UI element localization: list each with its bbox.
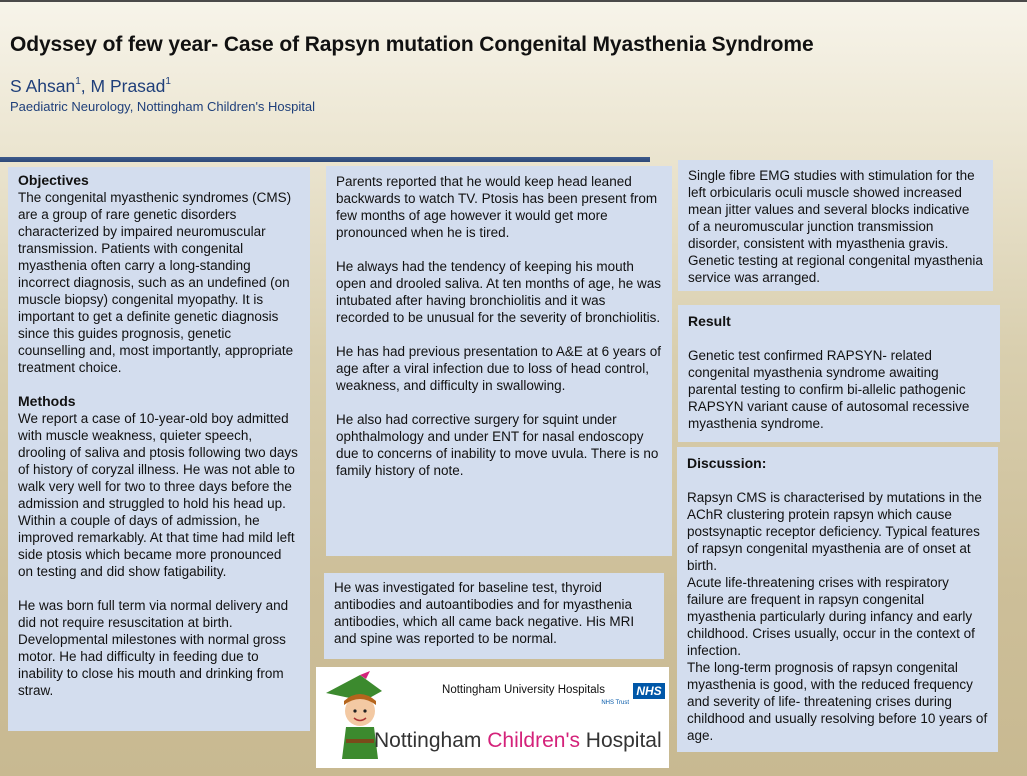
investigations-panel xyxy=(324,573,664,659)
wordmark-highlight: Children's xyxy=(487,729,580,752)
objectives-text: The congenital myasthenic syndromes (CMS) are a group of rare genetic disorders characterized by impaired neuromuscular transmission. Patients with congenital myasthenia often carry a long-standing incorrect diagnosis, such as an undefined (on muscle biopsy) congenital myopathy. It is important to get a definite genetic diagnosis since this guides prognosis, genetic counselling and, most importantly, appropriate treatment choice. xyxy=(18,190,294,375)
methods-paragraph: He was born full term via normal delivery and did not require resuscitation at birth. Developmental milestones with normal gross motor. He had difficulty in feeding due to inability to close his mouth and drinking from straw. xyxy=(18,598,289,698)
wordmark-suffix: Hospital xyxy=(579,729,662,752)
investigations-text: He was investigated for baseline test, thyroid antibodies and autoantibodies and for myasthenia antibodies, which all came back negative. His MRI and spine was reported to be normal. xyxy=(334,580,635,646)
author-name: M Prasad xyxy=(90,76,166,96)
discussion-paragraph: Acute life-threatening crises with respiratory failure are frequent in rapsyn congenital myasthenia particularly during infancy and early childhood. Crises usually, occur in the context of infection. xyxy=(687,575,975,658)
emg-panel xyxy=(678,160,993,291)
history-paragraph: He also had corrective surgery for squint under ophthalmology and under ENT for nasal endoscopy due to concerns of inability to move uvula. There is no family history of note. xyxy=(336,412,659,478)
result-panel xyxy=(678,305,1000,442)
author-line xyxy=(10,76,171,97)
author-name: S Ahsan xyxy=(10,76,76,96)
history-paragraph: He always had the tendency of keeping his mouth open and drooled saliva. At ten months of age, he was intubated after having bronchiolitis and it was recorded to be unusual for the severity of bronchiolitis. xyxy=(336,259,661,325)
discussion-paragraph: The long-term prognosis of rapsyn congenital myasthenia is good, with the reduced frequency and severity of life- threatening crises during childhood and usually resolving before 10 years of age. xyxy=(687,660,988,743)
hospital-logo xyxy=(316,667,669,768)
discussion-paragraph: Rapsyn CMS is characterised by mutations in the AChR clustering protein rapsyn which cause postsynaptic receptor deficiency. Typical features of rapsyn congenital myasthenia are of onset at birth. xyxy=(687,490,982,573)
discussion-heading: Discussion: xyxy=(687,455,767,471)
top-border xyxy=(0,0,1027,2)
header-divider xyxy=(0,157,650,162)
emg-text: Single fibre EMG studies with stimulation for the left orbicularis oculi muscle showed increased mean jitter values and several blocks indicative of a neuromuscular junction transmission disorder, consistent with myasthenia gravis. Genetic testing at regional congenital myasthenia service was arranged. xyxy=(688,168,983,285)
history-panel xyxy=(326,166,672,556)
history-paragraph: He has had previous presentation to A&E at 6 years of age after a viral infection due to loss of head control, weakness, and difficulty in swallowing. xyxy=(336,344,661,393)
trust-subtitle: NHS Trust xyxy=(601,700,629,706)
result-text: Genetic test confirmed RAPSYN- related congenital myasthenia syndrome awaiting parental testing to confirm bi-allelic pathogenic RAPSYN variant cause of autosomal recessive myasthenia syndrome. xyxy=(688,348,970,431)
trust-name: Nottingham University Hospitals xyxy=(442,684,605,696)
discussion-panel xyxy=(677,447,998,752)
poster-title: Odyssey of few year- Case of Rapsyn mutation Congenital Myasthenia Syndrome xyxy=(10,33,814,56)
result-heading: Result xyxy=(688,313,731,329)
objectives-methods-panel xyxy=(8,167,310,731)
author-affiliation-mark: 1 xyxy=(165,76,171,88)
methods-paragraph: We report a case of 10-year-old boy admitted with muscle weakness, quieter speech, drooling of saliva and ptosis following two days of history of coryzal illness. He was not able to walk very well for two to three days before the admission and struggled to hold his head up. Within a couple of days of admission, he improved remarkably. At that time had mild left side ptosis which became more pronounced on testing and did show fatigability. xyxy=(18,411,298,579)
objectives-heading: Objectives xyxy=(18,172,89,188)
affiliation: Paediatric Neurology, Nottingham Children's Hospital xyxy=(10,99,315,114)
hospital-wordmark xyxy=(374,729,662,753)
wordmark-prefix: Nottingham xyxy=(374,729,488,752)
nhs-logo: NHS xyxy=(633,683,665,699)
history-paragraph: Parents reported that he would keep head leaned backwards to watch TV. Ptosis has been present from few months of age however it would get more pronounced when he is tired. xyxy=(336,174,658,240)
author-separator: , xyxy=(80,76,91,96)
author-affiliation-mark: 1 xyxy=(75,76,81,88)
methods-heading: Methods xyxy=(18,393,76,409)
